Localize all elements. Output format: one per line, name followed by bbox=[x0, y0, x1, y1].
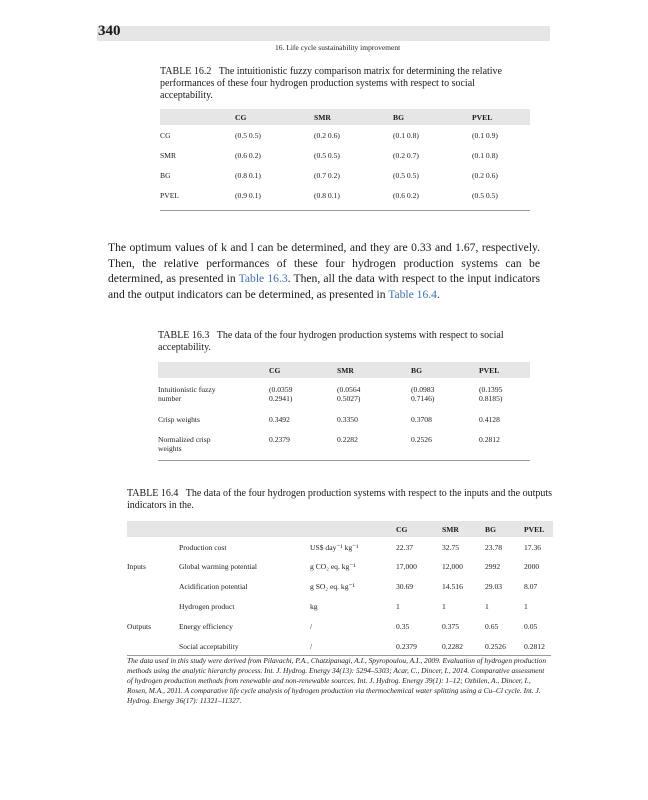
table-row bbox=[127, 637, 553, 657]
page-number: 340 bbox=[98, 23, 121, 39]
table-row bbox=[127, 597, 553, 617]
table-cell: 0.3708 bbox=[411, 415, 432, 424]
table-16-4-link[interactable]: Table 16.4 bbox=[388, 287, 437, 301]
group-label bbox=[127, 537, 179, 557]
table-cell: (0.1 0.8) bbox=[393, 131, 419, 140]
indicator-label: Energy efficiency bbox=[179, 622, 233, 631]
table-16-4-caption bbox=[127, 488, 553, 512]
table-cell: (0.6 0.2) bbox=[235, 151, 261, 160]
table-row bbox=[127, 537, 553, 557]
unit-label: g SO₂ eq. kg⁻¹ bbox=[310, 582, 355, 591]
table-16-4-caption-text: The data of the four hydrogen production systems with respect to the inputs and the outputs indicators in the. bbox=[127, 488, 553, 511]
column-header bbox=[158, 362, 269, 378]
table-16-3-link[interactable]: Table 16.3 bbox=[238, 272, 288, 286]
table-cell: 0.35 bbox=[396, 622, 410, 631]
unit-label: / bbox=[310, 642, 313, 651]
table-cell: (0.5 0.5) bbox=[235, 131, 261, 140]
group-label: Outputs bbox=[127, 622, 152, 631]
indicator-label: Global warming potential bbox=[179, 562, 258, 571]
table-row bbox=[160, 146, 530, 166]
column-header: CG bbox=[269, 366, 281, 375]
table-16-2 bbox=[160, 109, 530, 211]
indicator-label: Hydrogen product bbox=[179, 602, 235, 611]
column-header: CG bbox=[235, 113, 247, 122]
row-label: PVEL bbox=[160, 191, 179, 200]
table-cell: 0.4128 bbox=[479, 415, 500, 424]
paragraph-text: . bbox=[436, 287, 440, 301]
table-cell: 0.65 bbox=[485, 622, 499, 631]
table-cell: 30.69 bbox=[396, 582, 414, 591]
row-label: BG bbox=[160, 171, 171, 180]
table-cell: (0.0983 0.7146) bbox=[411, 385, 435, 403]
table-cell: 8.07 bbox=[524, 582, 538, 591]
column-header: BG bbox=[393, 113, 404, 122]
group-label bbox=[127, 597, 179, 617]
table-16-3-caption-text: The data of the four hydrogen production systems with respect to social acceptability. bbox=[158, 330, 504, 353]
table-cell: 17,000 bbox=[396, 562, 417, 571]
table-16-2-label: TABLE 16.2 bbox=[160, 66, 212, 77]
table-cell: 14.516 bbox=[442, 582, 463, 591]
table-16-4-footnote: The data used in this study were derived from Pilavachi, P.A., Chatzipanagi, A.I., Spyropoulou, A.I., 2009. Evaluation of hydrogen production methods using the analytic hierarchy process. Int. J. Hydrog. Energy 34(13): 5294–5303; Acar, C., Dincer, I., 2014. Comparative assessment of hydrogen production methods from renewable and non-renewable sources. Int. J. Hydrog. Energy 39(1): 1–12; Ozbilen, A., Dincer, I., Rosen, M.A., 2011. A comparative life cycle analysis of hydrogen production via thermochemical water splitting using a Cu–Cl cycle. Int. J. Hydrog. Energy 36(17): 11321–11327. bbox=[127, 656, 547, 705]
table-cell: 0.05 bbox=[524, 622, 538, 631]
table-16-2-caption-text: The intuitionistic fuzzy comparison matrix for determining the relative performances of these four hydrogen production systems with respect to social acceptability. bbox=[160, 66, 502, 101]
column-header: CG bbox=[396, 525, 408, 534]
table-cell: (0.8 0.1) bbox=[314, 191, 340, 200]
table-row bbox=[127, 557, 553, 577]
table-16-3-caption bbox=[158, 330, 528, 354]
unit-label: g CO₂ eq. kg⁻¹ bbox=[310, 562, 356, 571]
table-cell: 1 bbox=[485, 602, 489, 611]
table-cell: 0.2526 bbox=[411, 435, 432, 444]
row-label: SMR bbox=[160, 151, 177, 160]
column-header: PVEL bbox=[479, 366, 500, 375]
table-cell: (0.2 0.7) bbox=[393, 151, 419, 160]
column-header: BG bbox=[411, 366, 422, 375]
header-bar bbox=[97, 26, 550, 41]
table-row bbox=[158, 430, 530, 460]
table-cell: 1 bbox=[396, 602, 400, 611]
table-cell: 32.75 bbox=[442, 543, 460, 552]
row-label: Intuitionistic fuzzy number bbox=[158, 385, 216, 403]
table-row bbox=[158, 410, 530, 430]
indicator-label: Acidification potential bbox=[179, 582, 248, 591]
table-cell: 2992 bbox=[485, 562, 501, 571]
table-cell: (0.8 0.1) bbox=[235, 171, 261, 180]
table-cell: 0.3492 bbox=[269, 415, 290, 424]
column-header: PVEL bbox=[472, 113, 493, 122]
table-cell: 0.375 bbox=[442, 622, 460, 631]
table-cell: (0.0359 0.2941) bbox=[269, 385, 293, 403]
table-cell: 12,000 bbox=[442, 562, 463, 571]
column-header: SMR bbox=[337, 366, 354, 375]
table-cell: 0.2282 bbox=[442, 642, 463, 651]
table-cell: (0.1 0.9) bbox=[472, 131, 498, 140]
table-cell: (0.0564 0.5027) bbox=[337, 385, 361, 403]
table-cell: 0.2812 bbox=[479, 435, 500, 444]
group-label bbox=[127, 637, 179, 657]
table-16-2-caption bbox=[160, 66, 530, 102]
unit-label: kg bbox=[310, 602, 318, 611]
table-cell: (0.1 0.8) bbox=[472, 151, 498, 160]
table-16-3-label: TABLE 16.3 bbox=[158, 330, 210, 341]
table-cell: 1 bbox=[442, 602, 446, 611]
table-16-4-label: TABLE 16.4 bbox=[127, 488, 179, 499]
table-row bbox=[158, 378, 530, 410]
unit-label: / bbox=[310, 622, 313, 631]
table-row bbox=[160, 166, 530, 186]
row-label: CG bbox=[160, 131, 171, 140]
indicator-label: Social acceptability bbox=[179, 642, 239, 651]
table-cell: (0.5 0.5) bbox=[314, 151, 340, 160]
column-header: SMR bbox=[314, 113, 331, 122]
table-cell: 23.78 bbox=[485, 543, 503, 552]
table-cell: 0.2379 bbox=[396, 642, 417, 651]
table-row bbox=[127, 617, 553, 637]
table-cell: (0.6 0.2) bbox=[393, 191, 419, 200]
table-cell: (0.2 0.6) bbox=[472, 171, 498, 180]
body-paragraph bbox=[108, 240, 540, 302]
table-row bbox=[127, 577, 553, 597]
table-cell: 29.03 bbox=[485, 582, 503, 591]
column-header: SMR bbox=[442, 525, 459, 534]
table-cell: (0.1395 0.8185) bbox=[479, 385, 503, 403]
group-label bbox=[127, 577, 179, 597]
row-label: Normalized crisp weights bbox=[158, 435, 211, 453]
table-cell: (0.2 0.6) bbox=[314, 131, 340, 140]
table-16-4 bbox=[127, 521, 553, 657]
column-header: BG bbox=[485, 525, 496, 534]
table-16-3 bbox=[158, 362, 530, 461]
table-cell: (0.9 0.1) bbox=[235, 191, 261, 200]
table-cell: 0.2526 bbox=[485, 642, 506, 651]
table-cell: 0.3350 bbox=[337, 415, 358, 424]
table-cell: 0.2812 bbox=[524, 642, 545, 651]
paragraph-text: The optimum values of k and l can be determined, and they are 0.33 and 1.67, respectively. Then, the relative performances of these four hydrogen production systems can be determined, as presented in bbox=[108, 241, 540, 286]
table-cell: 0.2379 bbox=[269, 435, 290, 444]
running-head: 16. Life cycle sustainability improvement bbox=[275, 43, 401, 52]
column-header: PVEL bbox=[524, 525, 545, 534]
table-cell: 22.37 bbox=[396, 543, 414, 552]
column-header bbox=[160, 109, 235, 125]
indicator-label: Production cost bbox=[179, 543, 227, 552]
table-row bbox=[160, 186, 530, 210]
table-row bbox=[160, 125, 530, 146]
table-cell: 17.36 bbox=[524, 543, 542, 552]
group-label: Inputs bbox=[127, 562, 146, 571]
row-label: Crisp weights bbox=[158, 415, 200, 424]
table-cell: (0.5 0.5) bbox=[472, 191, 498, 200]
table-cell: 2000 bbox=[524, 562, 540, 571]
table-cell: 0.2282 bbox=[337, 435, 358, 444]
unit-label: US$ day⁻¹ kg⁻¹ bbox=[310, 543, 359, 552]
table-cell: (0.5 0.5) bbox=[393, 171, 419, 180]
table-cell: 1 bbox=[524, 602, 528, 611]
table-cell: (0.7 0.2) bbox=[314, 171, 340, 180]
paragraph-text: . Then, all the data with respect to the input indicators and the output indicators can be determined, as presented in bbox=[108, 272, 540, 301]
